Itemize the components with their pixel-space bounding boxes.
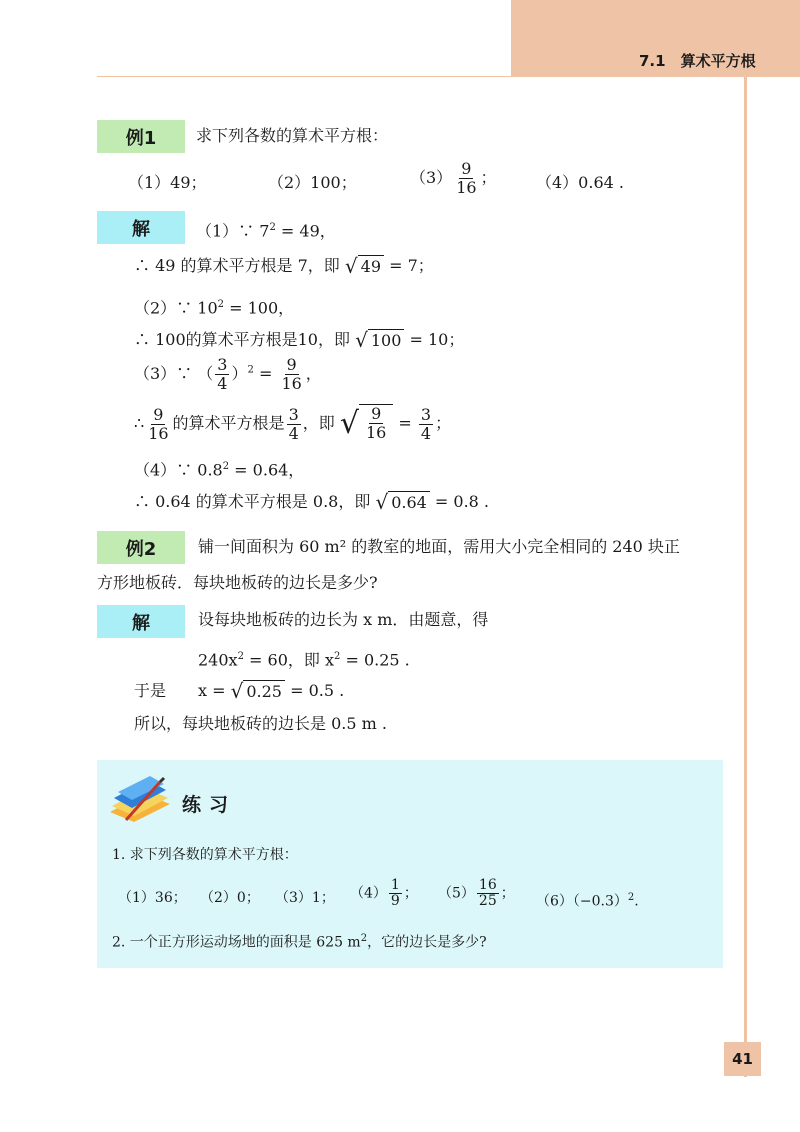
solution2-line-1: 设每块地板砖的边长为 x m．由题意，得 — [198, 610, 489, 629]
solution1-line-7: （4）∵ $0.8^2 = 0.64$， — [134, 460, 305, 480]
solution2-tag: 解 — [97, 605, 185, 638]
books-icon — [104, 772, 174, 824]
example1-item-1: （1）49； — [128, 173, 207, 192]
exercise-q1-b: （2）0； — [200, 890, 260, 906]
example1-tag: 例1 — [97, 120, 185, 153]
solution2-line-4: 所以，每块地板砖的边长是 0.5 m . — [134, 714, 387, 733]
exercise-q1-a: （1）36； — [118, 890, 187, 906]
solution2-line-2: $240x^2 = 60$，即 $x^2 = 0.25$ . — [198, 650, 410, 670]
exercise-q1-e: （5） $\frac{16}{25}$ ； — [438, 877, 515, 909]
solution2-line-3: 于是 x = √ 0.25 = 0.5 . — [134, 679, 345, 703]
solution1-tag: 解 — [97, 211, 185, 244]
example2-line-2: 方形地板砖．每块地板砖的边长是多少? — [97, 573, 378, 592]
exercise-q1: 1. 求下列各数的算术平方根： — [112, 847, 298, 863]
example2-line-1: 铺一间面积为 60 m² 的教室的地面，需用大小完全相同的 240 块正 — [198, 537, 680, 556]
exercise-q1-f: $(6)(-0.3)^2$. — [536, 892, 639, 910]
solution1-line-5: （3）∵ （ $\frac{3}{4}$ ）$^2$ = $\frac{9}{16}$ ， — [134, 355, 322, 393]
section-title: 7.1 算术平方根 — [639, 52, 756, 70]
page-number: 41 — [724, 1042, 761, 1076]
solution1-line-4: ∴ 100的算术平方根是10，即 √ 100 = 10； — [134, 328, 465, 352]
solution1-line-1: （1）∵ $7^2 = 49$， — [196, 221, 336, 241]
sqrt-9-16: √ $\frac{9}{16}$ — [340, 404, 393, 444]
sqrt-49: √ 49 — [345, 255, 384, 278]
sqrt-0-25: √ 0.25 — [231, 680, 285, 703]
example1-item-2: （2）100； — [268, 173, 357, 192]
exercise-q1-c: （3）1； — [275, 890, 335, 906]
exercise-title: 练习 — [182, 794, 237, 816]
header-rule — [97, 76, 512, 77]
example2-tag: 例2 — [97, 531, 185, 564]
example1-prompt: 求下列各数的算术平方根： — [196, 126, 389, 145]
exercise-q2: 2. 一个正方形运动场地的面积是 625 $m^2$，它的边长是多少? — [112, 933, 487, 951]
solution1-line-8: ∴ 0.64 的算术平方根是 0.8，即 √ 0.64 = 0.8 . — [134, 490, 490, 514]
solution1-line-6: ∴ $\frac{9}{16}$ 的算术平方根是 $\frac{3}{4}$ ，即 √ $\frac{9}{16}$ = $\frac{3}{4}$ ； — [134, 404, 452, 443]
example1-item-4: （4）0.64 . — [536, 173, 624, 192]
solution1-line-3: （2）∵ $10^2 = 100$， — [134, 298, 295, 318]
exercise-q1-d: （4） $\frac{1}{9}$ ； — [350, 877, 418, 909]
sqrt-0-64: √ 0.64 — [375, 491, 429, 514]
solution1-line-2: ∴ 49 的算术平方根是 7，即 √ 49 = 7； — [134, 254, 434, 278]
margin-rule — [744, 77, 747, 1077]
example1-item-3: （3） $\frac{9}{16}$ ； — [410, 159, 497, 197]
sqrt-100: √ 100 — [355, 329, 404, 352]
